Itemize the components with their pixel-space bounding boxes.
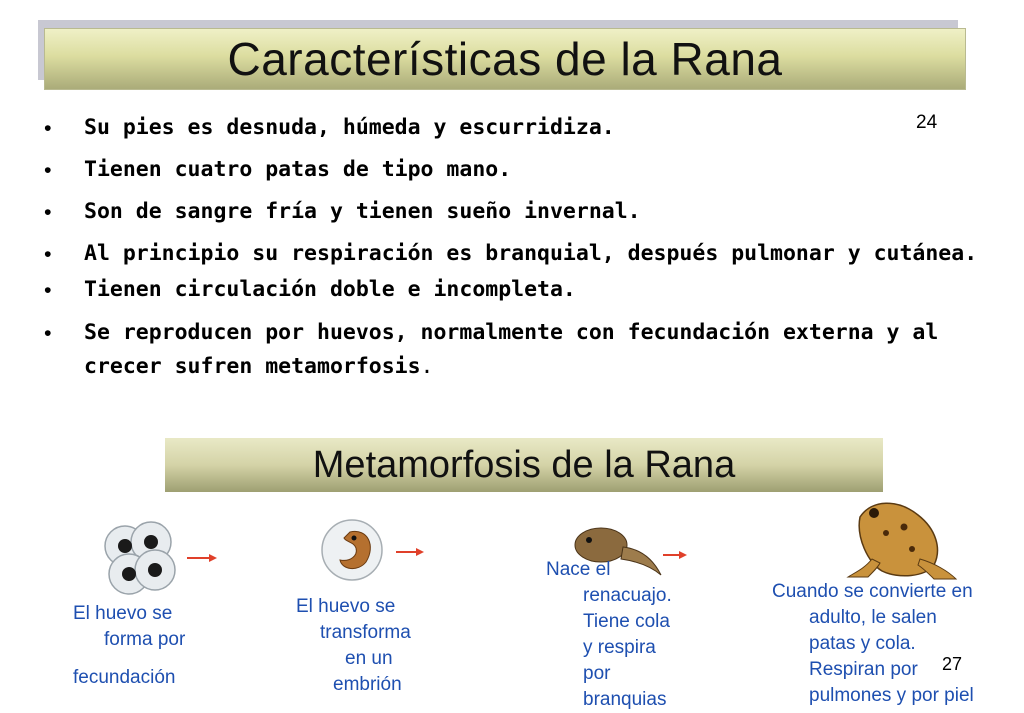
page-number-top: 24: [916, 112, 938, 133]
bullet-item: • Son de sangre fría y tienen sueño invernal.: [40, 196, 1000, 228]
adult-frog-icon: [838, 493, 968, 583]
bullet-item: • Tienen cuatro patas de tipo mano.: [40, 154, 1000, 186]
embryo-icon: [310, 512, 430, 592]
bullet-icon: •: [44, 158, 52, 182]
stage-caption: El huevo se forma por fecundación: [73, 603, 186, 688]
metamorphosis-title: Metamorfosis de la Rana: [312, 443, 736, 486]
bullet-icon: •: [44, 321, 52, 345]
frog-eggs-icon: [95, 512, 220, 602]
bullet-item: • Se reproducen por huevos, normalmente con fecundación externa y al crecer sufren metamorfosis.: [40, 316, 1000, 384]
page-title: Características de la Rana: [227, 33, 783, 85]
stage-caption: El huevo se transforma en un embrión: [296, 596, 411, 695]
bullet-icon: •: [44, 200, 52, 224]
title-bar: [44, 28, 966, 90]
bullet-icon: •: [44, 278, 52, 302]
stage-caption: Nace el renacuajo. Tiene cola y respira por branquias: [546, 559, 672, 710]
stage-caption: Cuando se convierte en adulto, le salen patas y cola. Respiran por pulmones y por piel: [772, 581, 974, 706]
bullet-item: • Tienen circulación doble e incompleta.: [40, 274, 1000, 306]
page-number-bottom: 27: [942, 654, 963, 674]
metamorphosis-title-bar: [165, 438, 883, 492]
bullet-icon: •: [44, 242, 52, 266]
bullet-item: • Su pies es desnuda, húmeda y escurridiza.: [40, 112, 1000, 144]
characteristics-list: [40, 112, 1000, 394]
bullet-icon: •: [44, 116, 52, 140]
bullet-item: • Al principio su respiración es branquial, después pulmonar y cutánea.: [40, 238, 1000, 270]
